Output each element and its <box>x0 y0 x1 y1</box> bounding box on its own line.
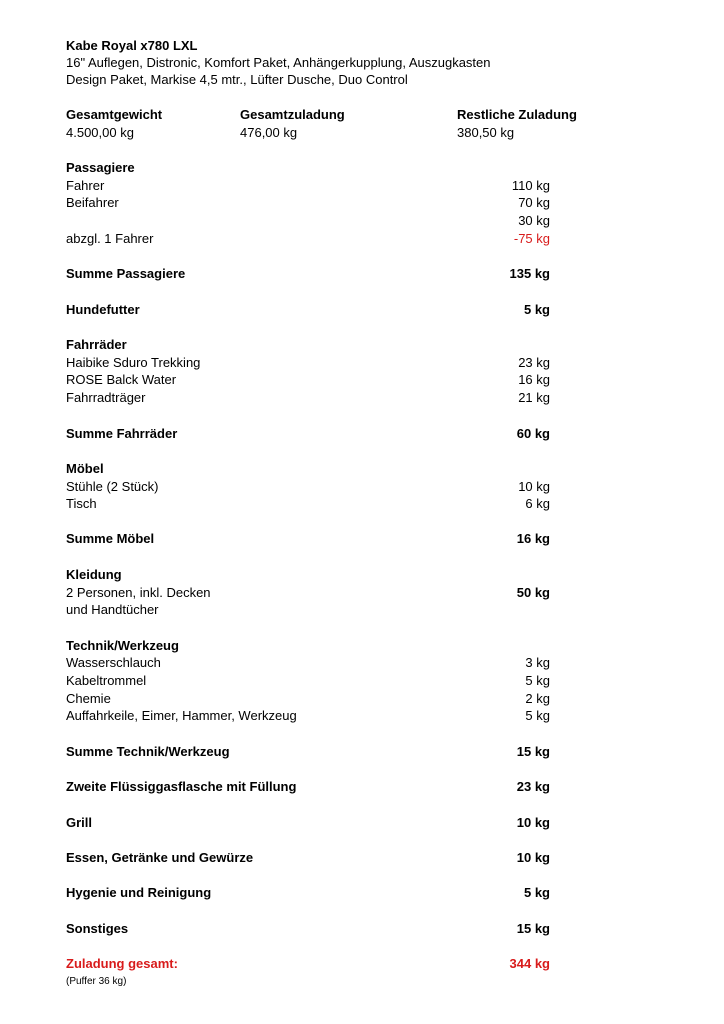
puffer-note: (Puffer 36 kg) <box>66 976 127 987</box>
gesamtzuladung-label: Gesamtzuladung <box>240 107 345 122</box>
section-heading-kleidung: Kleidung <box>66 567 122 582</box>
section-heading-moebel: Möbel <box>66 461 104 476</box>
sum-value-technik: 15 kg <box>516 744 550 759</box>
extra-value: 23 kg <box>516 779 550 794</box>
item-label: Auffahrkeile, Eimer, Hammer, Werkzeug <box>66 708 297 723</box>
extra-value: 10 kg <box>516 850 550 865</box>
item-value: 5 kg <box>525 673 550 688</box>
item-value: 10 kg <box>518 479 550 494</box>
item-value: 110 kg <box>511 178 550 193</box>
item-label: Tisch <box>66 496 97 511</box>
sum-label-fahrraeder: Summe Fahrräder <box>66 426 178 441</box>
extra-label: Essen, Getränke und Gewürze <box>66 850 254 865</box>
gesamtzuladung-value: 476,00 kg <box>240 125 298 140</box>
restliche-zuladung-label: Restliche Zuladung <box>457 107 577 122</box>
sum-label-passagiere: Summe Passagiere <box>66 266 186 281</box>
item-label: Beifahrer <box>66 195 119 210</box>
item-label: abzgl. 1 Fahrer <box>66 231 154 246</box>
kleidung-line-1: 2 Personen, inkl. Decken <box>66 585 211 600</box>
sum-value-fahrraeder: 60 kg <box>516 426 550 441</box>
extra-value: 5 kg <box>523 885 550 900</box>
gesamtgewicht-label: Gesamtgewicht <box>66 107 163 122</box>
item-value: 21 kg <box>518 390 550 405</box>
item-value: 70 kg <box>518 195 550 210</box>
item-value: 2 kg <box>525 691 550 706</box>
extra-value: 10 kg <box>516 815 550 830</box>
equipment-line-1: 16" Auflegen, Distronic, Komfort Paket, Anhängerkupplung, Auszugkasten <box>66 55 491 70</box>
sum-label-technik: Summe Technik/Werkzeug <box>66 744 230 759</box>
kleidung-value: 50 kg <box>516 585 550 600</box>
section-heading-passagiere: Passagiere <box>66 160 135 175</box>
item-value-negative: -75 kg <box>513 231 550 246</box>
extra-label: Sonstiges <box>66 921 129 936</box>
item-value: 5 kg <box>525 708 550 723</box>
item-label: ROSE Balck Water <box>66 372 177 387</box>
item-label: Stühle (2 Stück) <box>66 479 159 494</box>
item-value: 30 kg <box>518 213 550 228</box>
item-value: 6 kg <box>525 496 550 511</box>
equipment-line-2: Design Paket, Markise 4,5 mtr., Lüfter Dusche, Duo Control <box>66 72 408 87</box>
kleidung-line-2: und Handtücher <box>66 602 159 617</box>
total-label: Zuladung gesamt: <box>66 956 178 971</box>
extra-label: Grill <box>66 815 93 830</box>
hundefutter-value: 5 kg <box>523 302 550 317</box>
item-value: 3 kg <box>525 655 550 670</box>
item-label: Haibike Sduro Trekking <box>66 355 201 370</box>
item-value: 23 kg <box>518 355 550 370</box>
item-value: 16 kg <box>518 372 550 387</box>
hundefutter-label: Hundefutter <box>66 302 140 317</box>
extra-label: Zweite Flüssiggasflasche mit Füllung <box>66 779 297 794</box>
sum-label-moebel: Summe Möbel <box>66 531 155 546</box>
item-label: Fahrer <box>66 178 105 193</box>
gesamtgewicht-value: 4.500,00 kg <box>66 125 134 140</box>
item-label: Fahrradträger <box>66 390 146 405</box>
extra-label: Hygenie und Reinigung <box>66 885 212 900</box>
extra-value: 15 kg <box>516 921 550 936</box>
item-label: Chemie <box>66 691 111 706</box>
restliche-zuladung-value: 380,50 kg <box>457 125 515 140</box>
total-value: 344 kg <box>509 956 550 971</box>
sum-value-passagiere: 135 kg <box>509 266 550 281</box>
item-label: Wasserschlauch <box>66 655 161 670</box>
section-heading-fahrraeder: Fahrräder <box>66 337 127 352</box>
section-heading-technik: Technik/Werkzeug <box>66 638 179 653</box>
sum-value-moebel: 16 kg <box>516 531 550 546</box>
document-title: Kabe Royal x780 LXL <box>66 38 198 53</box>
item-label: Kabeltrommel <box>66 673 147 688</box>
